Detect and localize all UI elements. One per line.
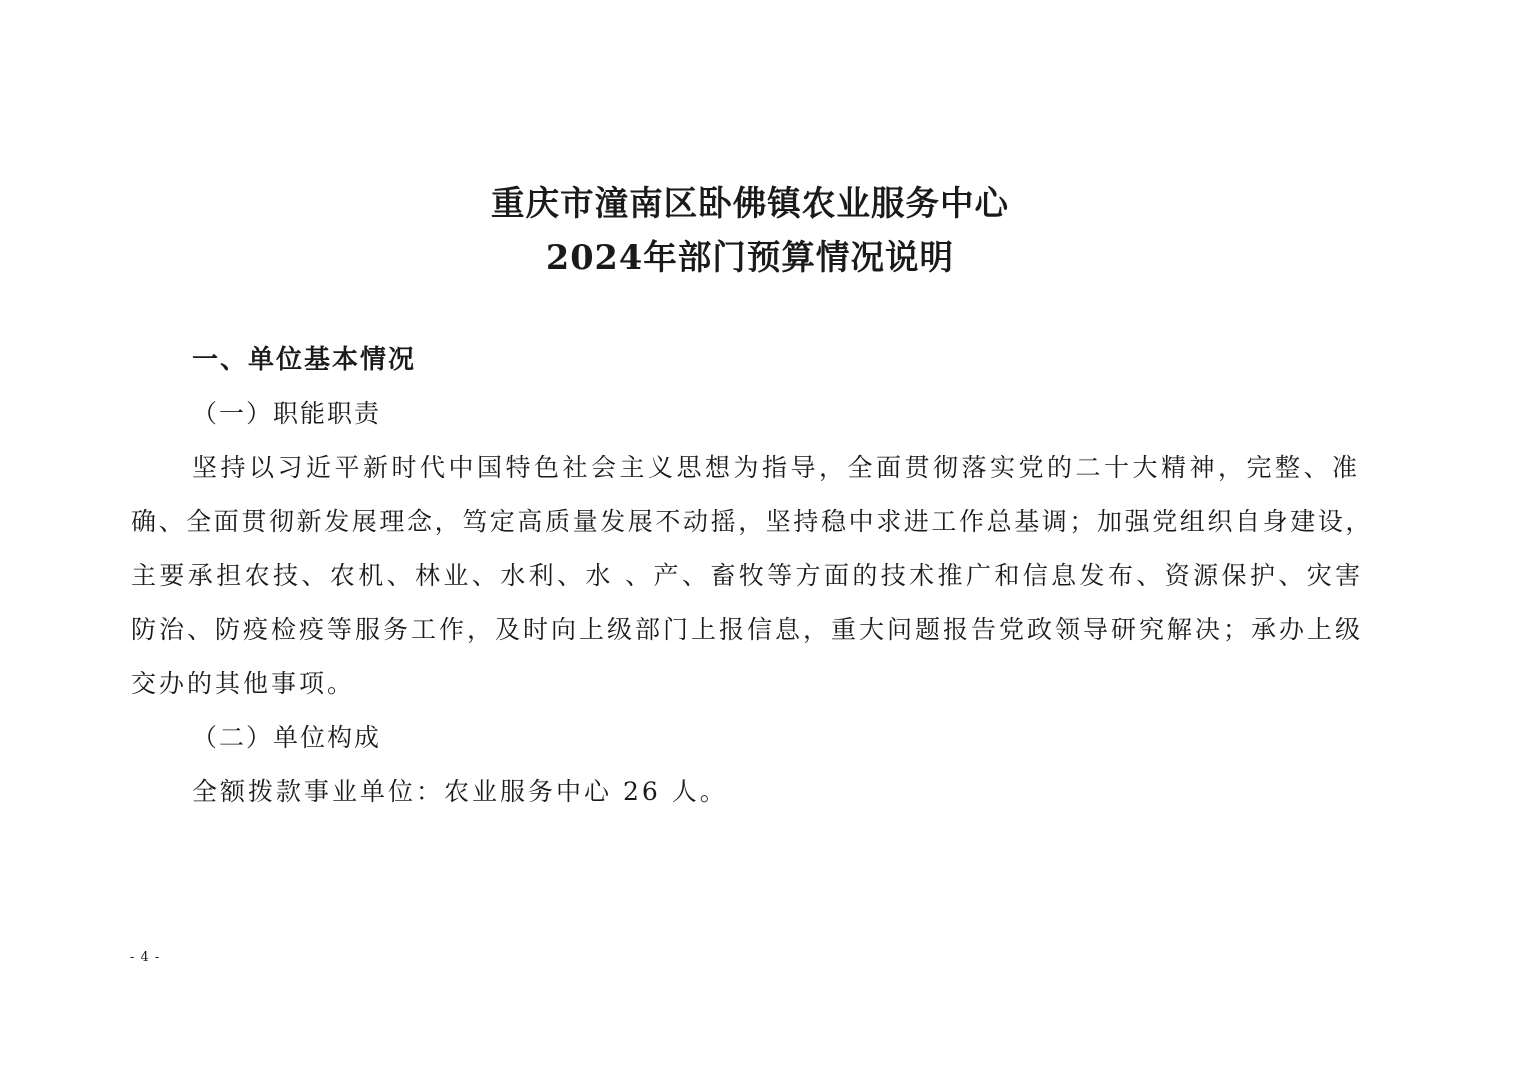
page-number: - 4 - bbox=[130, 950, 161, 965]
paragraph-line: 交办的其他事项。 bbox=[131, 669, 356, 698]
document-title-line2: 2024年部门预算情况说明 bbox=[545, 238, 955, 278]
document-title-line1: 重庆市潼南区卧佛镇农业服务中心 bbox=[490, 184, 1010, 224]
paragraph-line: 防治、防疫检疫等服务工作，及时向上级部门上报信息，重大问题报告党政领导研究解决；承办上级 bbox=[131, 615, 1364, 644]
subsection-heading-functions: （一）职能职责 bbox=[192, 399, 382, 428]
paragraph-line: 坚持以习近平新时代中国特色社会主义思想为指导，全面贯彻落实党的二十大精神，完整、准 bbox=[192, 453, 1361, 482]
paragraph-line: 主要承担农技、农机、林业、水利、水 、产、畜牧等方面的技术推广和信息发布、资源保护、灾害 bbox=[131, 561, 1364, 590]
subsection-heading-composition: （二）单位构成 bbox=[192, 723, 382, 752]
section-heading-basic-info: 一、单位基本情况 bbox=[192, 345, 417, 375]
paragraph-composition: 全额拨款事业单位：农业服务中心 26 人。 bbox=[192, 777, 728, 806]
paragraph-line: 确、全面贯彻新发展理念，笃定高质量发展不动摇，坚持稳中求进工作总基调；加强党组织自身建设， bbox=[131, 507, 1374, 536]
